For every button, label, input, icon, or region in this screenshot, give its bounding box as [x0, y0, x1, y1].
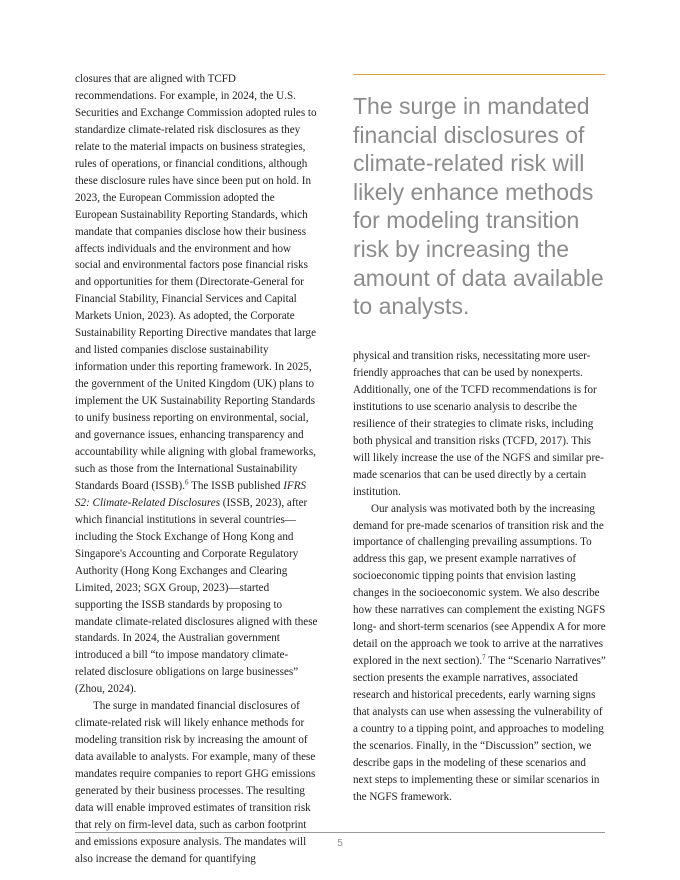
right-paragraph-1: physical and transition risks, necessitating more user-friendly approaches that can be used by nonexperts. Additionally, one of the TCFD recommendations is for institutions to use scenario analysis to describe the resilience of their strategies to climate risks, including both physical and transition risks (TCFD, 2017). This will likely increase the use of the NGFS and similar pre-made scenarios that can be used directly by a certain institution.: [353, 350, 604, 498]
right-p2-text-b: The “Scenario Narratives” section presents the example narratives, associated research and historical precedents, early warning signs that analysts can use when assessing the vulnerability of a country to a tipping point, and approaches to modeling the scenarios. Finally, in the “Discussion” section, we describe gaps in the modeling of these scenarios and next steps to implementing these or similar scenarios in the NGFS framework.: [353, 655, 606, 803]
pull-quote: The surge in mandated financial disclosures of climate-related risk will likely enhance methods for modeling transition risk by increasing the amount of data available to analysts.: [353, 93, 604, 320]
footnote-ref-6[interactable]: 6: [185, 478, 189, 487]
footer-rule: [75, 832, 605, 833]
right-text-column: [353, 348, 606, 806]
footnote-ref-7[interactable]: 7: [482, 653, 486, 662]
right-paragraph-2: [353, 501, 606, 806]
left-paragraph-2: The surge in mandated financial disclosures of climate-related risk will likely enhance methods for modeling transition risk by increasing the amount of data available to analysts. For example, many of these mandates require companies to report GHG emissions generated by their business processes. The resulting data will enable improved estimates of transition risk that rely on firm-level data, such as carbon footprint and emissions exposure analysis. The mandates will also increase the demand for quantifying: [75, 700, 316, 865]
left-text-column: [75, 71, 318, 868]
page-number: 5: [337, 838, 343, 849]
left-p1-text-a: closures that are aligned with TCFD recommendations. For example, in 2024, the U.S. Securities and Exchange Commission adopted rules to standardize climate-related risk disclosures as they relate to the material impacts on business strategies, rules of operations, or financial conditions, although these disclosure rules have since been put on hold. In 2023, the European Commission adopted the European Sustainability Reporting Standards, which mandate that companies disclose how their business affects individuals and the environment and how social and environmental factors pose financial risks and opportunities for them (Directorate-General for Financial Stability, Financial Services and Capital Markets Union, 2023). As adopted, the Corporate Sustainability Reporting Directive mandates that large and listed companies disclose sustainability information under this reporting framework. In 2025, the government of the United Kingdom (UK) plans to implement the UK Sustainability Reporting Standards to unify business reporting on environmental, social, and governance issues, enhancing transparency and accountability while aligning with global frameworks, such as those from the International Sustainability Standards Board (ISSB).: [75, 73, 317, 492]
publication-title: IFRS S2: Climate-Related Disclosures: [75, 479, 307, 509]
right-p2-text-a: Our analysis was motivated both by the increasing demand for pre-made scenarios of transition risk and the importance of challenging prevailing assumptions. To address this gap, we present example narratives of socioeconomic tipping points that envision lasting changes in the socioeconomic system. We also describe how these narratives can complement the existing NGFS long- and short-term scenarios (see Appendix A for more detail on the approach we took to arrive at the narratives explored in the next section).: [353, 502, 606, 668]
left-paragraph-1: [75, 71, 318, 698]
left-p1-text-c: (ISSB, 2023), after which financial institutions in several countries—including the Stock Exchange of Hong Kong and Singapore's Accounting and Corporate Regulatory Authority (Hong Kong Exchanges and Clearing Limited, 2023; SGX Group, 2023)—started supporting the ISSB standards by proposing to mandate climate-related disclosures aligned with these standards. In 2024, the Australian government introduced a bill “to impose mandatory climate-related disclosure obligations on large businesses” (Zhou, 2024).: [75, 496, 318, 696]
left-p1-text-b: The ISSB published: [188, 479, 284, 492]
pull-quote-rule: [353, 74, 605, 75]
